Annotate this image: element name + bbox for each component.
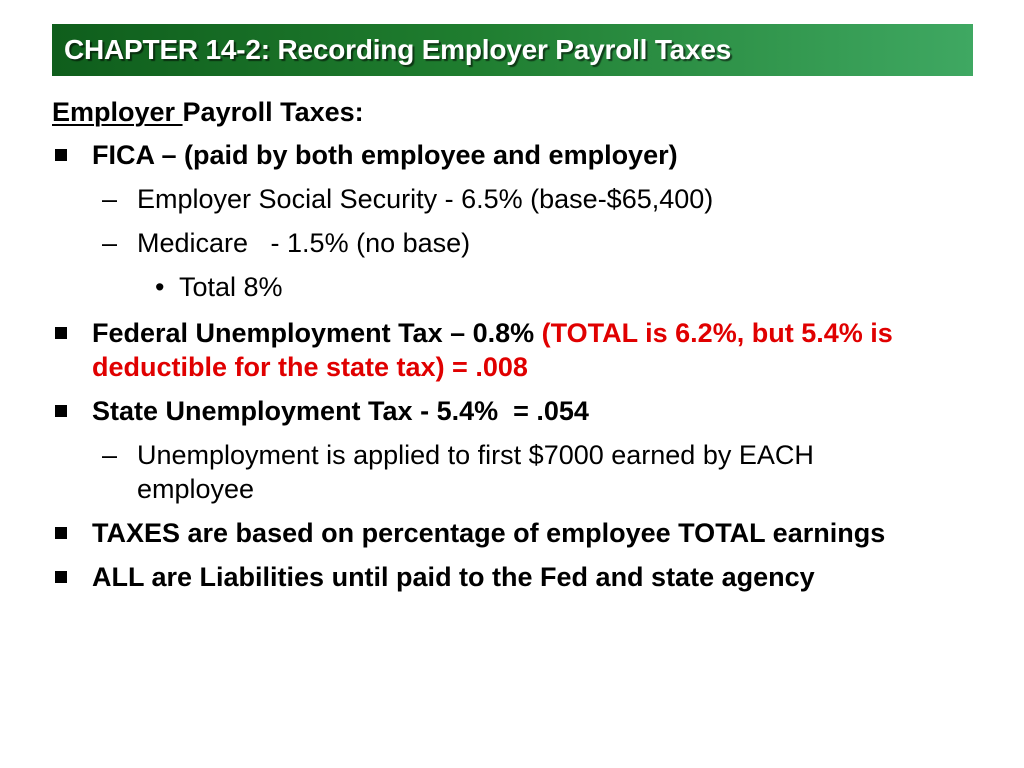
bullet-liabilities (52, 560, 987, 594)
bullet-red-note: (TOTAL is 6.2%, but 5.4% is deductible for the state tax) = .008 (92, 318, 893, 382)
bullet-text: ALL are Liabilities until paid to the Fed and state agency (92, 562, 815, 592)
sub-bullet-social-security (52, 182, 987, 216)
square-bullet-icon (55, 405, 67, 417)
bullet-text: State Unemployment Tax - 5.4% = .054 (92, 396, 589, 426)
slide-title: CHAPTER 14-2: Recording Employer Payroll Taxes (64, 34, 732, 65)
square-bullet-icon (55, 527, 67, 539)
section-heading (52, 94, 987, 130)
bullet-text: FICA – (paid by both employee and employer) (92, 140, 678, 170)
sub-bullet-text: Employer Social Security - 6.5% (base-$65,400) (137, 184, 714, 214)
sub-bullet-unemployment-applied (52, 438, 987, 506)
bullet-federal-unemployment (52, 316, 987, 384)
heading-rest: Payroll Taxes: (182, 97, 364, 127)
square-bullet-icon (55, 571, 67, 583)
square-bullet-icon (55, 327, 67, 339)
bullet-text: Federal Unemployment Tax – 0.8% (92, 318, 542, 348)
sub-bullet-medicare (52, 226, 987, 260)
dash-bullet-icon: – (102, 184, 118, 214)
bullet-fica (52, 138, 987, 172)
slide-body (52, 94, 987, 604)
sub-bullet-text: Unemployment is applied to first $7000 earned by EACH employee (137, 440, 814, 504)
bullet-state-unemployment (52, 394, 987, 428)
sub-bullet-text: Medicare - 1.5% (no base) (137, 228, 471, 258)
dash-bullet-icon: – (102, 228, 118, 258)
bullet-taxes-based (52, 516, 987, 550)
dash-bullet-icon: – (102, 440, 118, 470)
sub-sub-bullet-total (52, 270, 987, 304)
sub-sub-bullet-text: Total 8% (179, 272, 283, 302)
heading-underlined: Employer (52, 97, 183, 127)
title-bar (52, 24, 973, 76)
dot-bullet-icon: • (155, 272, 165, 302)
square-bullet-icon (55, 149, 67, 161)
bullet-text: TAXES are based on percentage of employee TOTAL earnings (92, 518, 886, 548)
